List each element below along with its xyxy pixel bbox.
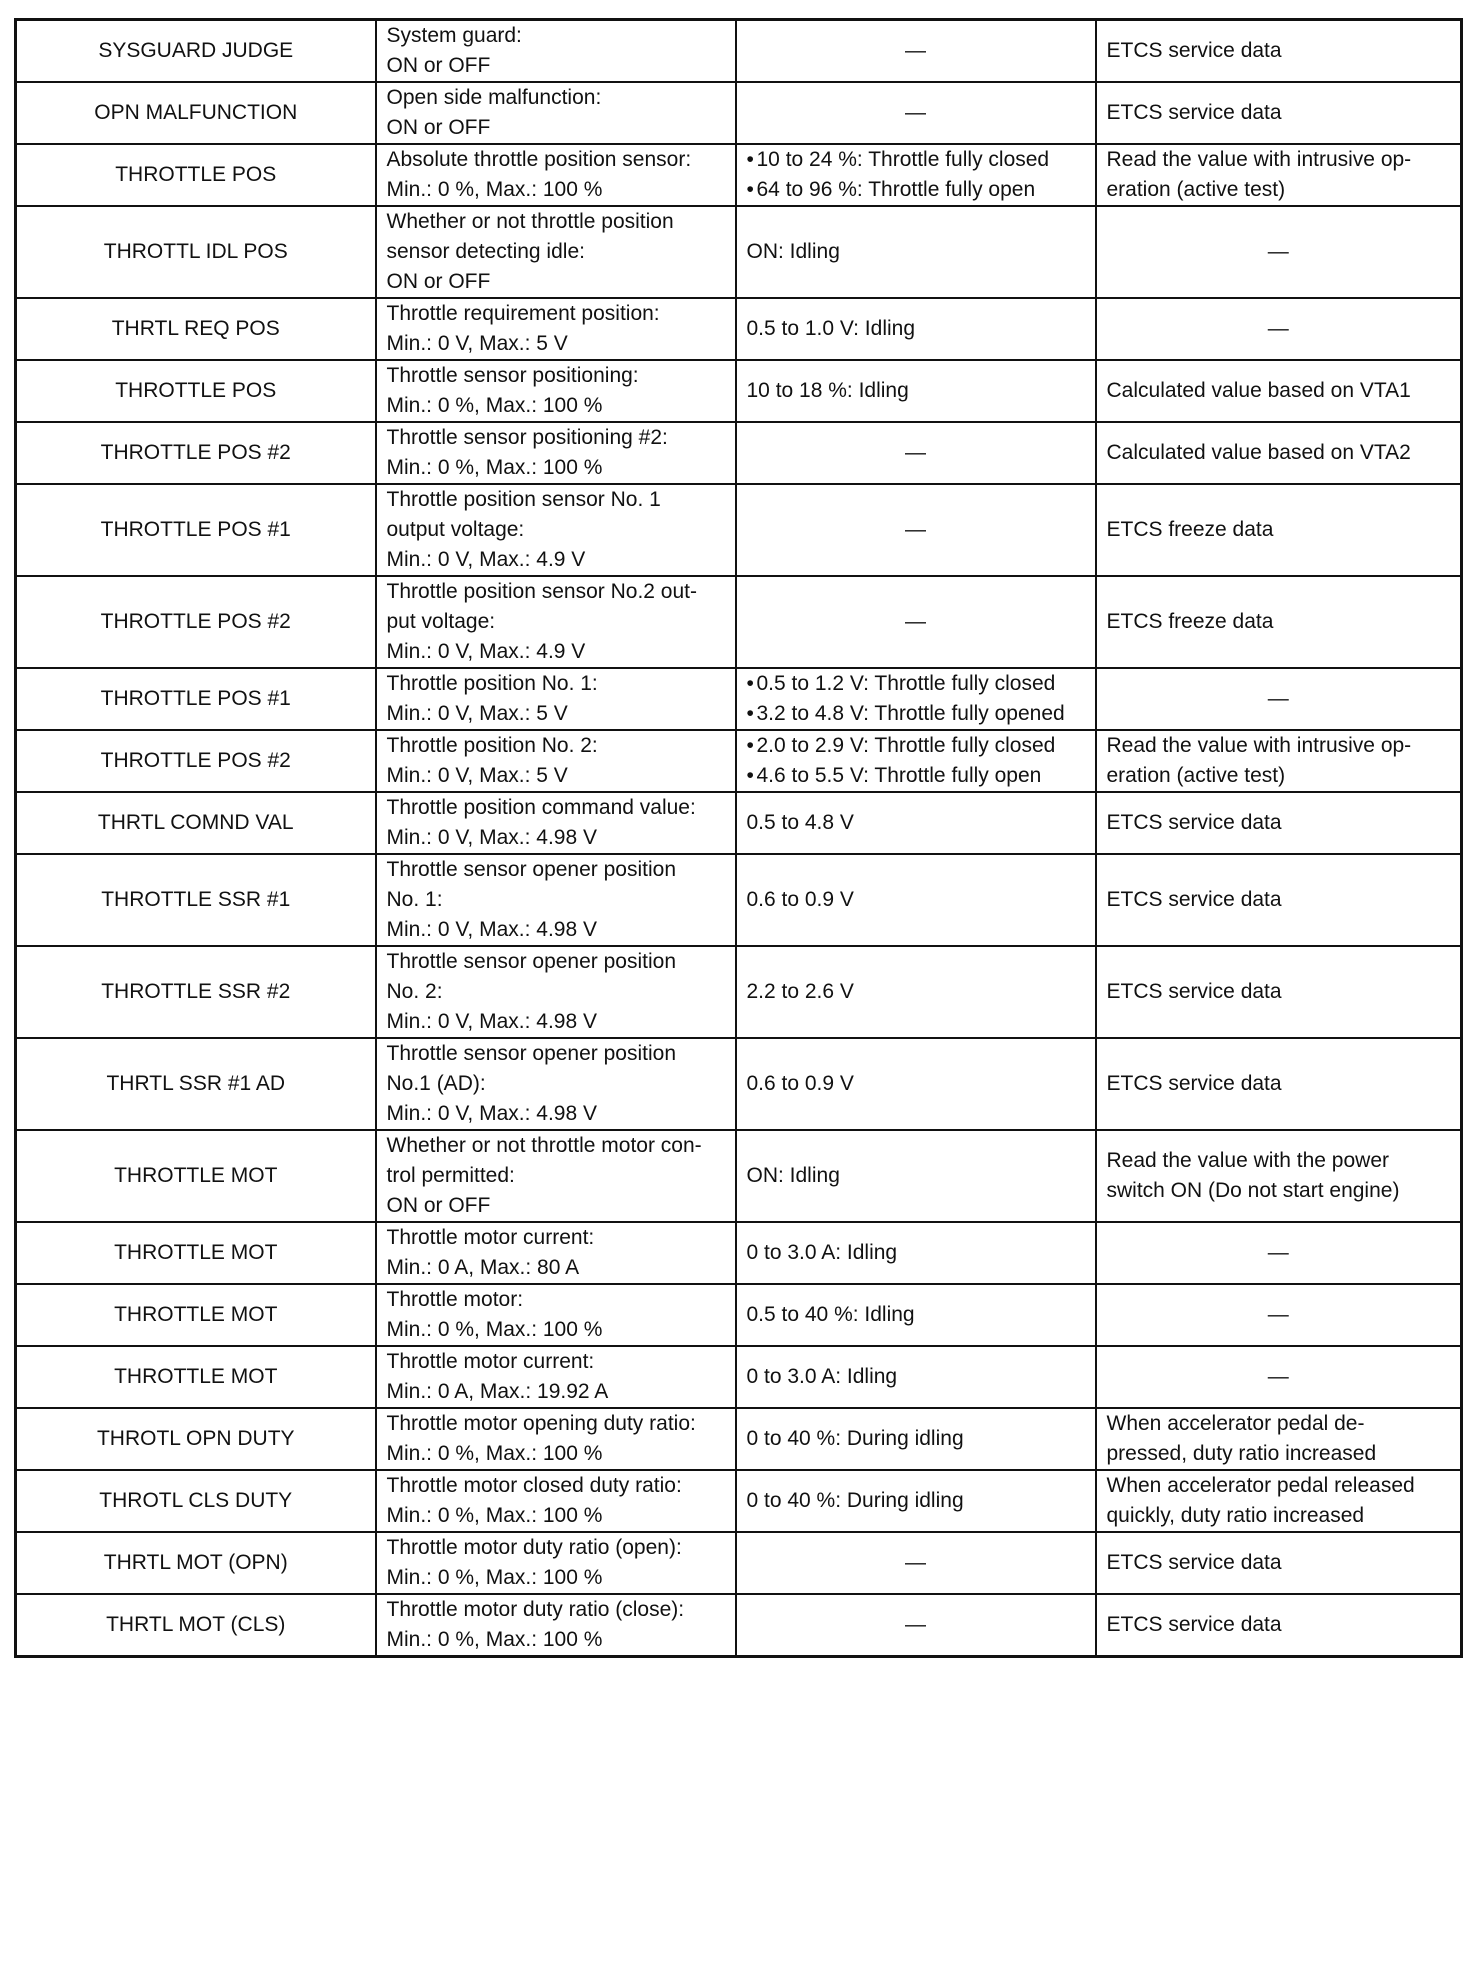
text-line: Min.: 0 %, Max.: 100 % xyxy=(386,394,603,417)
table-row xyxy=(16,360,1462,422)
text-line: ON or OFF xyxy=(386,116,491,139)
text-line: ETCS service data xyxy=(1106,888,1282,911)
diagnostic-note-cell xyxy=(1096,298,1462,360)
text-line: Min.: 0 V, Max.: 4.98 V xyxy=(386,1010,597,1033)
table-row xyxy=(16,298,1462,360)
item-cell: THROTTL IDL POS xyxy=(16,206,376,298)
diagnostic-note-cell xyxy=(1096,1470,1462,1532)
measurement-cell xyxy=(376,946,736,1038)
table-row xyxy=(16,792,1462,854)
normal-condition-cell xyxy=(736,730,1096,792)
text-line: Min.: 0 A, Max.: 80 A xyxy=(386,1256,580,1279)
text-line: Min.: 0 V, Max.: 4.9 V xyxy=(386,640,586,663)
text-line: Throttle position sensor No.2 out- xyxy=(386,580,697,603)
normal-condition-cell xyxy=(736,792,1096,854)
normal-condition-cell xyxy=(736,1038,1096,1130)
text-line: Throttle motor duty ratio (close): xyxy=(386,1598,685,1621)
diagnostic-note-cell xyxy=(1096,854,1462,946)
measurement-cell xyxy=(376,730,736,792)
diagnostic-note-cell xyxy=(1096,206,1462,298)
table-row xyxy=(16,946,1462,1038)
item-cell: THROTTLE MOT xyxy=(16,1284,376,1346)
text-line: trol permitted: xyxy=(386,1164,515,1187)
text-line: Throttle motor current: xyxy=(386,1350,595,1373)
data-list-table xyxy=(14,18,1463,1658)
normal-condition-cell xyxy=(736,576,1096,668)
text-line: 2.2 to 2.6 V xyxy=(746,980,854,1003)
text-line: Throttle motor current: xyxy=(386,1226,595,1249)
text-line: — xyxy=(1267,1365,1289,1388)
measurement-cell xyxy=(376,1222,736,1284)
normal-condition-cell xyxy=(736,484,1096,576)
bullet-line: • 10 to 24 %: Throttle fully closed xyxy=(747,145,1085,175)
measurement-cell xyxy=(376,422,736,484)
measurement-cell xyxy=(376,144,736,206)
text-line: — xyxy=(1267,317,1289,340)
item-cell: THRTL REQ POS xyxy=(16,298,376,360)
text-line: Throttle position command value: xyxy=(386,796,696,819)
text-line: Min.: 0 V, Max.: 4.98 V xyxy=(386,918,597,941)
diagnostic-note-cell xyxy=(1096,422,1462,484)
text-line: Throttle sensor opener position xyxy=(386,950,676,973)
text-line: Min.: 0 %, Max.: 100 % xyxy=(386,1628,603,1651)
text-line: pressed, duty ratio increased xyxy=(1106,1442,1377,1465)
text-line: 0.5 to 1.0 V: Idling xyxy=(746,317,916,340)
text-line: quickly, duty ratio increased xyxy=(1106,1504,1365,1527)
table-row xyxy=(16,82,1462,144)
text-line: Min.: 0 %, Max.: 100 % xyxy=(386,178,603,201)
diagnostic-note-cell xyxy=(1096,82,1462,144)
text-line: ETCS freeze data xyxy=(1106,518,1274,541)
measurement-cell xyxy=(376,1130,736,1222)
text-line: ON or OFF xyxy=(386,270,491,293)
diagnostic-note-cell xyxy=(1096,1532,1462,1594)
diagnostic-note-cell xyxy=(1096,1284,1462,1346)
text-line: Throttle position sensor No. 1 xyxy=(386,488,661,511)
measurement-cell xyxy=(376,1038,736,1130)
bullet-line: • 3.2 to 4.8 V: Throttle fully opened xyxy=(747,699,1085,729)
item-cell: THROTTLE MOT xyxy=(16,1346,376,1408)
text-line: 0 to 40 %: During idling xyxy=(746,1489,964,1512)
text-line: Min.: 0 V, Max.: 4.98 V xyxy=(386,826,597,849)
text-line: switch ON (Do not start engine) xyxy=(1106,1179,1400,1202)
measurement-cell xyxy=(376,1532,736,1594)
text-line: eration (active test) xyxy=(1106,178,1286,201)
item-cell: SYSGUARD JUDGE xyxy=(16,20,376,83)
measurement-cell xyxy=(376,854,736,946)
normal-condition-cell xyxy=(736,946,1096,1038)
table-row xyxy=(16,1408,1462,1470)
table-row xyxy=(16,484,1462,576)
bullet-line: • 0.5 to 1.2 V: Throttle fully closed xyxy=(747,669,1085,699)
diagnostic-note-cell xyxy=(1096,946,1462,1038)
text-line: — xyxy=(905,101,926,124)
text-line: Min.: 0 V, Max.: 5 V xyxy=(386,702,568,725)
normal-condition-cell xyxy=(736,1346,1096,1408)
item-cell: OPN MALFUNCTION xyxy=(16,82,376,144)
measurement-cell xyxy=(376,484,736,576)
text-line: Absolute throttle position sensor: xyxy=(386,148,692,171)
text-line: Throttle requirement position: xyxy=(386,302,660,325)
text-line: Throttle position No. 2: xyxy=(386,734,598,757)
text-line: Min.: 0 A, Max.: 19.92 A xyxy=(386,1380,609,1403)
text-line: — xyxy=(1267,1303,1289,1326)
normal-condition-cell xyxy=(736,1532,1096,1594)
text-line: 0.6 to 0.9 V xyxy=(746,888,854,911)
diagnostic-note-cell xyxy=(1096,1594,1462,1657)
normal-condition-cell xyxy=(736,854,1096,946)
text-line: ETCS service data xyxy=(1106,39,1282,62)
measurement-cell xyxy=(376,576,736,668)
text-line: Read the value with the power xyxy=(1106,1149,1390,1172)
text-line: ON: Idling xyxy=(746,1164,840,1187)
normal-condition-cell xyxy=(736,1408,1096,1470)
table-body xyxy=(16,20,1462,1657)
diagnostic-note-cell xyxy=(1096,730,1462,792)
text-line: When accelerator pedal released xyxy=(1106,1474,1415,1497)
text-line: sensor detecting idle: xyxy=(386,240,585,263)
measurement-cell xyxy=(376,82,736,144)
text-line: Throttle position No. 1: xyxy=(386,672,598,695)
normal-condition-cell xyxy=(736,668,1096,730)
table-row xyxy=(16,854,1462,946)
text-line: Throttle sensor opener position xyxy=(386,858,676,881)
item-cell: THROTTLE MOT xyxy=(16,1130,376,1222)
measurement-cell xyxy=(376,360,736,422)
item-cell: THROTTLE POS xyxy=(16,144,376,206)
measurement-cell xyxy=(376,20,736,83)
table-row xyxy=(16,1222,1462,1284)
text-line: ETCS service data xyxy=(1106,101,1282,124)
text-line: Whether or not throttle position xyxy=(386,210,674,233)
item-cell: THROTTLE POS #1 xyxy=(16,484,376,576)
text-line: 0.5 to 40 %: Idling xyxy=(746,1303,915,1326)
text-line: Open side malfunction: xyxy=(386,86,602,109)
bullet-line: • 4.6 to 5.5 V: Throttle fully open xyxy=(747,761,1085,791)
text-line: ON: Idling xyxy=(746,240,840,263)
text-line: Min.: 0 %, Max.: 100 % xyxy=(386,1442,603,1465)
text-line: output voltage: xyxy=(386,518,525,541)
diagnostic-note-cell xyxy=(1096,144,1462,206)
text-line: — xyxy=(905,39,926,62)
text-line: Throttle motor opening duty ratio: xyxy=(386,1412,696,1435)
text-line: Whether or not throttle motor con- xyxy=(386,1134,702,1157)
text-line: put voltage: xyxy=(386,610,496,633)
item-cell: THROTTLE SSR #2 xyxy=(16,946,376,1038)
text-line: 0.5 to 4.8 V xyxy=(746,811,854,834)
measurement-cell xyxy=(376,1470,736,1532)
item-cell: THROTTLE POS #2 xyxy=(16,422,376,484)
document-sheet xyxy=(14,18,1463,1658)
measurement-cell xyxy=(376,1408,736,1470)
measurement-cell xyxy=(376,1346,736,1408)
text-line: Throttle sensor positioning: xyxy=(386,364,639,387)
table-row xyxy=(16,1130,1462,1222)
normal-condition-cell xyxy=(736,1594,1096,1657)
text-line: Calculated value based on VTA1 xyxy=(1106,379,1411,402)
text-line: Throttle motor: xyxy=(386,1288,524,1311)
normal-condition-cell xyxy=(736,298,1096,360)
diagnostic-note-cell xyxy=(1096,360,1462,422)
diagnostic-note-cell xyxy=(1096,484,1462,576)
text-line: 0.6 to 0.9 V xyxy=(746,1072,854,1095)
text-line: — xyxy=(1267,687,1289,710)
text-line: ETCS service data xyxy=(1106,811,1282,834)
diagnostic-note-cell xyxy=(1096,1222,1462,1284)
text-line: When accelerator pedal de- xyxy=(1106,1412,1365,1435)
diagnostic-note-cell xyxy=(1096,1408,1462,1470)
text-line: Throttle sensor positioning #2: xyxy=(386,426,668,449)
text-line: eration (active test) xyxy=(1106,764,1286,787)
text-line: Min.: 0 V, Max.: 5 V xyxy=(386,332,568,355)
item-cell: THRTL MOT (OPN) xyxy=(16,1532,376,1594)
text-line: Min.: 0 V, Max.: 4.9 V xyxy=(386,548,586,571)
measurement-cell xyxy=(376,206,736,298)
text-line: ETCS freeze data xyxy=(1106,610,1274,633)
table-row xyxy=(16,1470,1462,1532)
table-row xyxy=(16,1594,1462,1657)
text-line: Read the value with intrusive op- xyxy=(1106,734,1412,757)
normal-condition-cell xyxy=(736,1284,1096,1346)
text-line: Min.: 0 %, Max.: 100 % xyxy=(386,1318,603,1341)
text-line: ETCS service data xyxy=(1106,1072,1282,1095)
text-line: ETCS service data xyxy=(1106,1551,1282,1574)
text-line: — xyxy=(905,1551,926,1574)
text-line: — xyxy=(1267,240,1289,263)
normal-condition-cell xyxy=(736,82,1096,144)
normal-condition-cell xyxy=(736,422,1096,484)
text-line: 0 to 40 %: During idling xyxy=(746,1427,964,1450)
table-row xyxy=(16,730,1462,792)
diagnostic-note-cell xyxy=(1096,1130,1462,1222)
normal-condition-cell xyxy=(736,360,1096,422)
table-row xyxy=(16,668,1462,730)
normal-condition-cell xyxy=(736,206,1096,298)
diagnostic-note-cell xyxy=(1096,1038,1462,1130)
text-line: — xyxy=(905,441,926,464)
text-line: ETCS service data xyxy=(1106,1613,1282,1636)
item-cell: THROTTLE MOT xyxy=(16,1222,376,1284)
text-line: No.1 (AD): xyxy=(386,1072,486,1095)
text-line: No. 2: xyxy=(386,980,443,1003)
text-line: — xyxy=(905,518,926,541)
measurement-cell xyxy=(376,298,736,360)
diagnostic-note-cell xyxy=(1096,576,1462,668)
item-cell: THROTL CLS DUTY xyxy=(16,1470,376,1532)
table-row xyxy=(16,1346,1462,1408)
diagnostic-note-cell xyxy=(1096,668,1462,730)
text-line: — xyxy=(1267,1241,1289,1264)
normal-condition-cell xyxy=(736,1130,1096,1222)
text-line: ETCS service data xyxy=(1106,980,1282,1003)
text-line: Throttle sensor opener position xyxy=(386,1042,676,1065)
text-line: Calculated value based on VTA2 xyxy=(1106,441,1411,464)
text-line: System guard: xyxy=(386,24,522,47)
text-line: Min.: 0 V, Max.: 4.98 V xyxy=(386,1102,597,1125)
normal-condition-cell xyxy=(736,144,1096,206)
bullet-line: • 2.0 to 2.9 V: Throttle fully closed xyxy=(747,731,1085,761)
text-line: Throttle motor duty ratio (open): xyxy=(386,1536,682,1559)
item-cell: THRTL COMND VAL xyxy=(16,792,376,854)
table-row xyxy=(16,206,1462,298)
table-row xyxy=(16,20,1462,83)
item-cell: THROTTLE POS xyxy=(16,360,376,422)
text-line: ON or OFF xyxy=(386,1194,491,1217)
table-row xyxy=(16,1284,1462,1346)
text-line: ON or OFF xyxy=(386,54,491,77)
text-line: Read the value with intrusive op- xyxy=(1106,148,1412,171)
text-line: Min.: 0 %, Max.: 100 % xyxy=(386,1566,603,1589)
item-cell: THRTL SSR #1 AD xyxy=(16,1038,376,1130)
diagnostic-note-cell xyxy=(1096,792,1462,854)
item-cell: THROTTLE POS #2 xyxy=(16,576,376,668)
text-line: 0 to 3.0 A: Idling xyxy=(746,1241,898,1264)
measurement-cell xyxy=(376,668,736,730)
text-line: Throttle motor closed duty ratio: xyxy=(386,1474,682,1497)
text-line: Min.: 0 %, Max.: 100 % xyxy=(386,456,603,479)
table-row xyxy=(16,576,1462,668)
item-cell: THROTTLE POS #2 xyxy=(16,730,376,792)
item-cell: THROTL OPN DUTY xyxy=(16,1408,376,1470)
table-row xyxy=(16,1038,1462,1130)
normal-condition-cell xyxy=(736,1222,1096,1284)
item-cell: THROTTLE POS #1 xyxy=(16,668,376,730)
text-line: 10 to 18 %: Idling xyxy=(746,379,909,402)
measurement-cell xyxy=(376,1284,736,1346)
text-line: — xyxy=(905,1613,926,1636)
diagnostic-note-cell xyxy=(1096,1346,1462,1408)
measurement-cell xyxy=(376,1594,736,1657)
text-line: Min.: 0 %, Max.: 100 % xyxy=(386,1504,603,1527)
item-cell: THRTL MOT (CLS) xyxy=(16,1594,376,1657)
table-row xyxy=(16,1532,1462,1594)
text-line: No. 1: xyxy=(386,888,443,911)
item-cell: THROTTLE SSR #1 xyxy=(16,854,376,946)
text-line: Min.: 0 V, Max.: 5 V xyxy=(386,764,568,787)
text-line: — xyxy=(905,610,926,633)
diagnostic-note-cell xyxy=(1096,20,1462,83)
table-row xyxy=(16,144,1462,206)
text-line: 0 to 3.0 A: Idling xyxy=(746,1365,898,1388)
bullet-line: • 64 to 96 %: Throttle fully open xyxy=(747,175,1085,205)
normal-condition-cell xyxy=(736,1470,1096,1532)
measurement-cell xyxy=(376,792,736,854)
normal-condition-cell xyxy=(736,20,1096,83)
table-row xyxy=(16,422,1462,484)
